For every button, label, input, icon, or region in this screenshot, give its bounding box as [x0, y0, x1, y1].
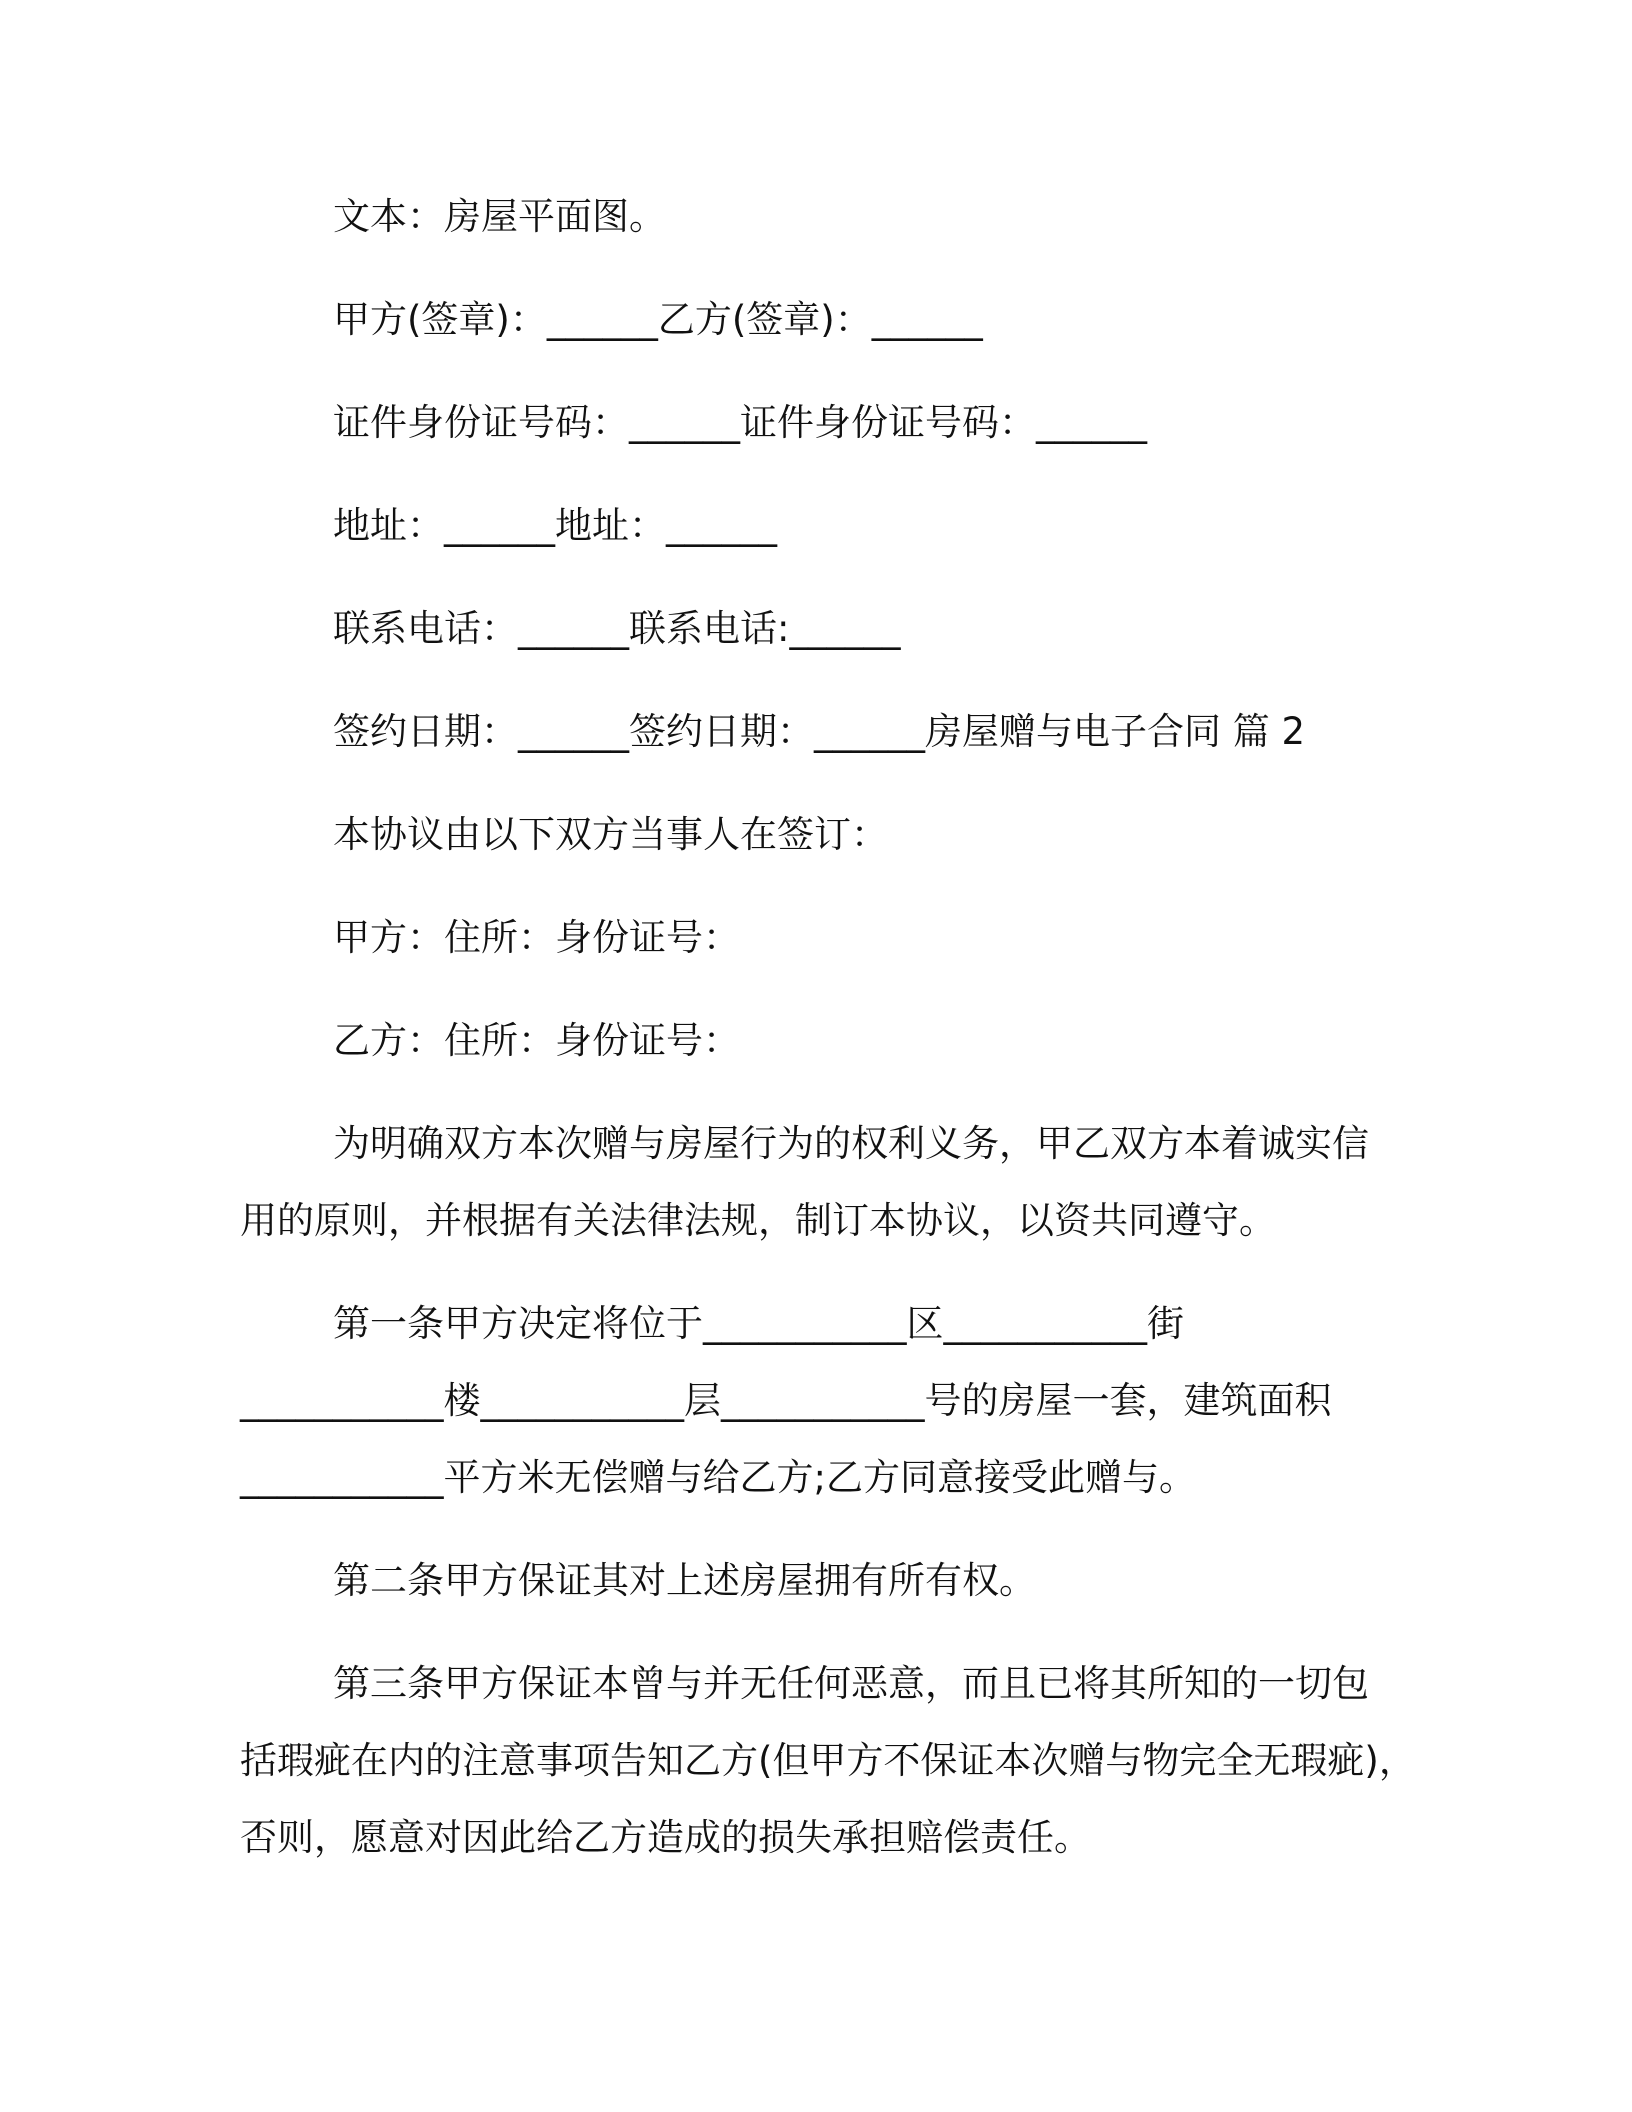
article-2-paragraph	[240, 1542, 1432, 1619]
article-3-paragraph	[240, 1645, 1432, 1876]
text-line: 第二条甲方保证其对上述房屋拥有所有权。	[333, 1559, 1036, 1602]
text-line: 地址：______地址：______	[333, 504, 777, 547]
party-b-line	[240, 1002, 1432, 1079]
text-line: 文本：房屋平面图。	[333, 195, 666, 238]
text-line: 第一条甲方决定将位于___________区___________街	[333, 1302, 1184, 1345]
text-line: ___________平方米无偿赠与给乙方;乙方同意接受此赠与。	[240, 1456, 1196, 1499]
attachment-line	[240, 178, 1432, 255]
text-line: 为明确双方本次赠与房屋行为的权利义务，甲乙双方本着诚实信	[333, 1122, 1369, 1165]
signature-line	[240, 281, 1432, 358]
text-line: 否则，愿意对因此给乙方造成的损失承担赔偿责任。	[240, 1816, 1091, 1859]
text-line: ___________楼___________层___________号的房屋一套，建筑面积	[240, 1379, 1332, 1422]
text-line: 签约日期：______签约日期：______房屋赠与电子合同 篇 2	[333, 710, 1306, 753]
text-line: 本协议由以下双方当事人在签订：	[333, 813, 888, 856]
text-line: 联系电话：______联系电话:______	[333, 607, 901, 650]
text-line: 用的原则，并根据有关法律法规，制订本协议，以资共同遵守。	[240, 1199, 1276, 1242]
purpose-paragraph	[240, 1105, 1432, 1259]
phone-line	[240, 590, 1432, 667]
text-line: 证件身份证号码：______证件身份证号码：______	[333, 401, 1147, 444]
article-1-paragraph	[240, 1285, 1432, 1516]
party-a-line	[240, 899, 1432, 976]
text-line: 甲方(签章)：______乙方(签章)：______	[333, 298, 983, 341]
text-line: 甲方：住所：身份证号：	[333, 916, 740, 959]
address-line	[240, 487, 1432, 564]
agreement-intro	[240, 796, 1432, 873]
sign-date-line	[240, 693, 1432, 770]
text-line: 第三条甲方保证本曾与并无任何恶意，而且已将其所知的一切包	[333, 1662, 1369, 1705]
text-line: 乙方：住所：身份证号：	[333, 1019, 740, 1062]
text-line: 括瑕疵在内的注意事项告知乙方(但甲方不保证本次赠与物完全无瑕疵)，	[240, 1739, 1416, 1782]
id-number-line	[240, 384, 1432, 461]
